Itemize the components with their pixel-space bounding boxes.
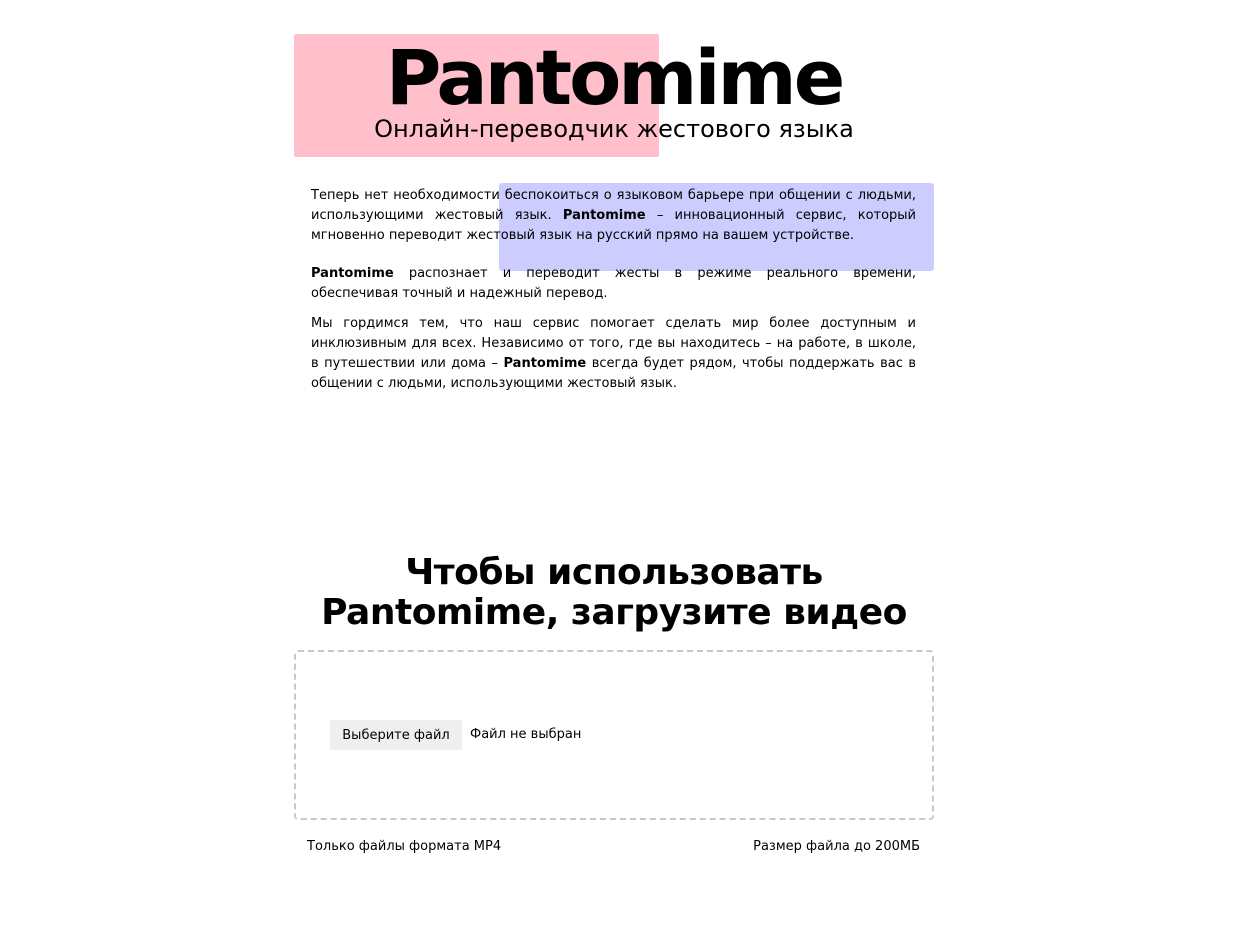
intro-paragraph-2: Pantomime распознает и переводит жесты в режиме реального времени, обеспечивая точный и надежный перевод. — [311, 266, 916, 301]
brand-mention: Pantomime — [311, 266, 394, 281]
choose-file-button[interactable]: Выберите файл — [330, 720, 462, 750]
upload-heading-line-2: Pantomime, загрузите видео — [321, 592, 907, 633]
intro-text — [311, 186, 916, 412]
file-status-text: Файл не выбран — [470, 727, 582, 742]
brand-subtitle: Онлайн-переводчик жестового языка — [374, 115, 854, 143]
brand-mention: Pantomime — [503, 356, 587, 371]
intro-paragraph-1: Теперь нет необходимости беспокоиться о языковом барьере при общении с людьми, использующими жестовый язык. Pantomime – инновационный сервис, который мгновенно переводит жестовый язык на русский прямо на вашем устройстве. — [311, 188, 917, 243]
brand-title: Pantomime — [385, 33, 843, 122]
intro-paragraph-3: Мы гордимся тем, что наш сервис помогает сделать мир более доступным и инклюзивным для всех. Независимо от того, где вы находитесь – на работе, в школе, в путешествии или дома – Pantomime всегда будет рядом, чтобы поддержать вас в общении с людьми, использующими жестовый язык. — [311, 316, 917, 391]
format-hint: Только файлы формата MP4 — [307, 839, 502, 854]
upload-heading — [294, 553, 934, 633]
brand-mention: Pantomime — [562, 208, 646, 223]
size-hint: Размер файла до 200МБ — [753, 839, 920, 854]
upload-heading-line-1: Чтобы использовать — [405, 552, 823, 593]
